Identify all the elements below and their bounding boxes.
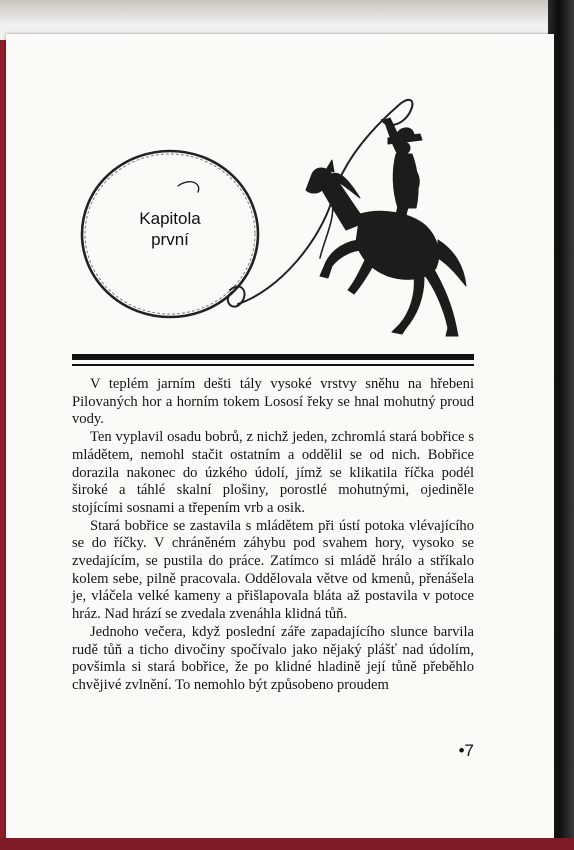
scan-bottom-strip (0, 838, 574, 850)
paragraph-3: Stará bobřice se zastavila s mládětem při ústí potoka vlévajícího se do říčky. V chráněném záhybu pod svahem hory, vysoko se zvedajícím, se pustila do práce. Zatímco si mládě hrálo a stříkalo kolem sebe, pilně pracovala. Oddělovala větve od kmenů, přenášela je, vláčela velké kameny a přišlapovala bláta až postavila v potoce hráz. Nad hrází se zvedala zvenáhla klidná tůň. (72, 517, 474, 623)
chapter-divider-thick (72, 354, 474, 360)
page-number: •7 (458, 741, 474, 760)
chapter-heading (116, 208, 224, 250)
chapter-divider-thin (72, 364, 474, 366)
chapter-heading-line-2: první (151, 230, 189, 249)
chapter-heading-line-1: Kapitola (139, 209, 201, 228)
paragraph-2: Ten vyplavil osadu bobrů, z nichž jeden, zchromlá stará bobřice s mládětem, nemohl stačit ostatním a oddělil se od nich. Bobřice dorazila nakonec do úzkého údolí, jímž se klikatila říčka podél široké a táhlé skalní plošiny, porostlé mohutnými, ojediněle stojícími sosnami a třepením vrb a osik. (72, 429, 474, 516)
paragraph-4: Jednoho večera, když poslední záře zapadajícího slunce barvila rudě tůň a ticho divočiny spočívalo jako nějaký plášť nad údolím, povšimla si stará bobřice, že po klidné hladině její tůně přeběhlo chvějivé zvlnění. To nemohlo být způsobeno proudem (72, 623, 474, 693)
chapter-body-text (72, 376, 474, 695)
paragraph-1: V teplém jarním dešti tály vysoké vrstvy sněhu na hřebeni Pilovaných hor a horním tokem Lososí řeky se hnal mohutný proud vody. (72, 376, 474, 428)
